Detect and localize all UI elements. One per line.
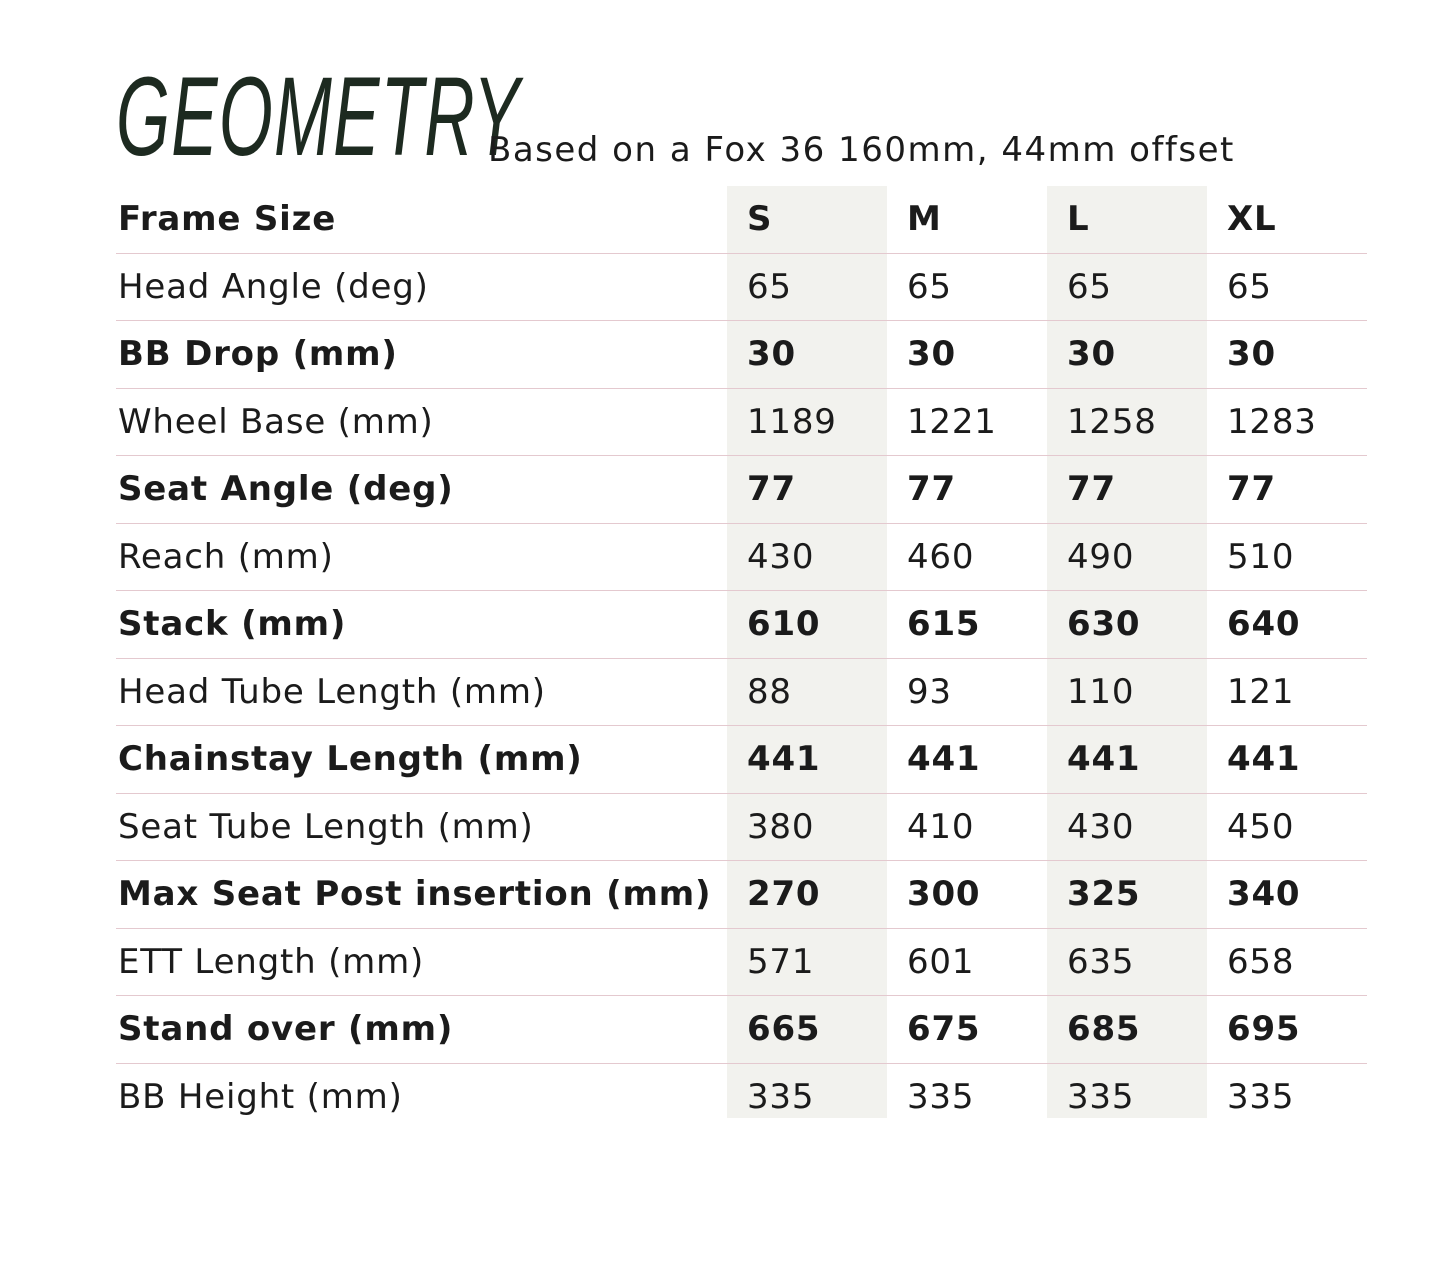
row-value-l: 1258 [1067, 401, 1157, 442]
row-value-s: 1189 [747, 401, 837, 442]
header-label: Frame Size [118, 199, 337, 240]
row-label: Seat Tube Length (mm) [118, 806, 534, 847]
row-value-l: 77 [1067, 469, 1116, 510]
row-value-xl: 65 [1227, 266, 1272, 307]
table-row [116, 794, 1367, 862]
row-value-xl: 340 [1227, 874, 1301, 915]
row-value-s: 430 [747, 536, 815, 577]
row-value-xl: 450 [1227, 806, 1295, 847]
row-value-m: 675 [907, 1009, 981, 1050]
row-value-m: 77 [907, 469, 956, 510]
row-value-m: 300 [907, 874, 981, 915]
row-value-l: 65 [1067, 266, 1112, 307]
header-size-s: S [747, 199, 773, 240]
row-value-s: 77 [747, 469, 796, 510]
row-value-xl: 441 [1227, 739, 1301, 780]
row-label: Reach (mm) [118, 536, 334, 577]
table-row [116, 929, 1367, 997]
row-value-l: 490 [1067, 536, 1135, 577]
row-value-m: 410 [907, 806, 975, 847]
row-value-l: 430 [1067, 806, 1135, 847]
row-value-xl: 510 [1227, 536, 1295, 577]
row-value-l: 630 [1067, 604, 1141, 645]
row-value-s: 610 [747, 604, 821, 645]
table-row [116, 861, 1367, 929]
row-value-l: 685 [1067, 1009, 1141, 1050]
row-value-xl: 30 [1227, 334, 1276, 375]
row-value-s: 665 [747, 1009, 821, 1050]
row-value-m: 601 [907, 941, 975, 982]
page-title: GEOMETRY [116, 54, 521, 179]
row-value-xl: 695 [1227, 1009, 1301, 1050]
row-value-m: 65 [907, 266, 952, 307]
row-value-s: 335 [747, 1076, 815, 1117]
row-value-m: 30 [907, 334, 956, 375]
row-value-s: 571 [747, 941, 815, 982]
row-value-s: 88 [747, 671, 792, 712]
row-label: Wheel Base (mm) [118, 401, 434, 442]
row-value-l: 325 [1067, 874, 1141, 915]
row-label: Stack (mm) [118, 604, 347, 645]
row-value-s: 380 [747, 806, 815, 847]
row-value-m: 1221 [907, 401, 997, 442]
row-value-m: 460 [907, 536, 975, 577]
header-size-l: L [1067, 199, 1090, 240]
row-value-s: 270 [747, 874, 821, 915]
table-row [116, 726, 1367, 794]
row-value-xl: 335 [1227, 1076, 1295, 1117]
geometry-table [116, 186, 1367, 1130]
row-value-xl: 658 [1227, 941, 1295, 982]
header-size-m: M [907, 199, 942, 240]
table-row [116, 321, 1367, 389]
table-row [116, 254, 1367, 322]
row-value-xl: 640 [1227, 604, 1301, 645]
row-value-s: 441 [747, 739, 821, 780]
row-value-xl: 77 [1227, 469, 1276, 510]
row-value-s: 65 [747, 266, 792, 307]
row-value-m: 335 [907, 1076, 975, 1117]
row-value-xl: 1283 [1227, 401, 1317, 442]
table-row [116, 1064, 1367, 1131]
row-value-l: 335 [1067, 1076, 1135, 1117]
table-body [116, 254, 1367, 1131]
row-value-l: 441 [1067, 739, 1141, 780]
table-row [116, 996, 1367, 1064]
row-label: Max Seat Post insertion (mm) [118, 874, 712, 915]
row-value-m: 93 [907, 671, 952, 712]
table-header-row [116, 186, 1367, 254]
row-value-s: 30 [747, 334, 796, 375]
row-value-l: 30 [1067, 334, 1116, 375]
row-value-l: 110 [1067, 671, 1135, 712]
row-value-l: 635 [1067, 941, 1135, 982]
row-value-m: 441 [907, 739, 981, 780]
row-label: Head Tube Length (mm) [118, 671, 546, 712]
table-row [116, 389, 1367, 457]
row-label: Stand over (mm) [118, 1009, 454, 1050]
page-subtitle: Based on a Fox 36 160mm, 44mm offset [488, 130, 1235, 170]
table-row [116, 524, 1367, 592]
row-value-m: 615 [907, 604, 981, 645]
table-row [116, 591, 1367, 659]
table-row [116, 456, 1367, 524]
row-label: ETT Length (mm) [118, 941, 425, 982]
row-value-xl: 121 [1227, 671, 1295, 712]
header-size-xl: XL [1227, 199, 1277, 240]
row-label: Seat Angle (deg) [118, 469, 454, 510]
row-label: BB Height (mm) [118, 1076, 403, 1117]
row-label: Chainstay Length (mm) [118, 739, 583, 780]
header [116, 54, 1366, 179]
table-row [116, 659, 1367, 727]
row-label: Head Angle (deg) [118, 266, 429, 307]
row-label: BB Drop (mm) [118, 334, 398, 375]
